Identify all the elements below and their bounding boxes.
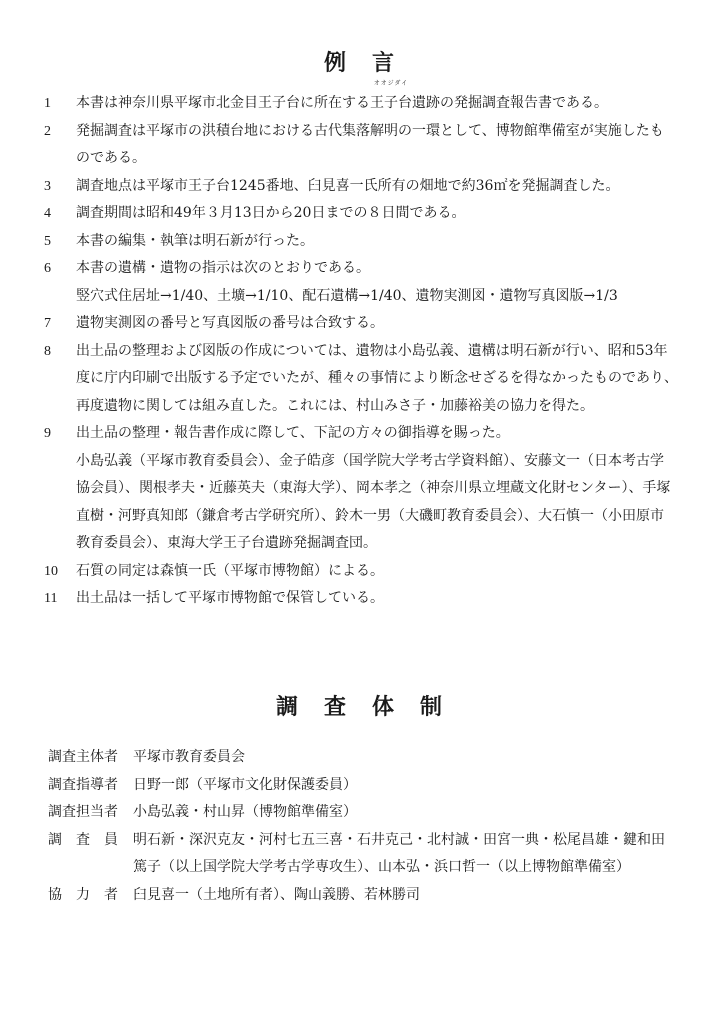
staff-members-line: 明石新・深沢克友・河村七五三喜・石井克己・北村誠・田宮一典・松尾昌雄・鍵和田 [133,831,665,848]
staff-members-line: 日野一郎（平塚市文化財保護委員） [133,776,357,793]
staff-row [0,744,720,772]
item-line: 出土品は一括して平塚市博物館で保管している。 [76,590,384,606]
staff-role-label: 調査担当者 [48,804,118,820]
staff-members [133,799,703,827]
item-line: 本書の遺構・遺物の指示は次のとおりである。 [76,260,370,276]
preface-title: 例 言 [323,51,396,76]
item-text-post: 遺跡の発掘調査報告書である。 [412,95,608,111]
preface-item-6 [0,255,720,310]
preface-item-7 [0,310,720,338]
item-line [76,80,696,118]
staff-members-line: 小島弘義・村山昇（博物館準備室） [133,804,357,820]
item-number: 4 [44,206,51,221]
item-text [76,255,696,310]
item-text [76,558,696,586]
preface-item-9 [0,420,720,558]
item-line: 遺物実測図の番号と写真図版の番号は合致する。 [76,315,384,331]
item-number: 1 [44,96,51,111]
ruby-reading: オオジダイ [373,80,409,87]
ruby-annotation [370,80,412,118]
ruby-base: 王子台 [370,95,412,111]
item-number: 8 [44,343,51,359]
organization-list [0,744,720,909]
item-text [76,228,696,256]
item-line: 出土品の整理・報告書作成に際して、下記の方々の御指導を賜った。 [76,425,510,441]
item-number: 3 [44,178,51,194]
item-line: のである。 [76,150,146,166]
staff-row [0,827,720,882]
item-text [76,585,696,613]
preface-item-11 [0,585,720,613]
organization-title: 調 査 体 制 [275,695,444,720]
preface-item-8 [0,338,720,421]
preface-item-2 [0,118,720,173]
staff-members [133,827,703,882]
item-line: 本書の編集・執筆は明石新が行った。 [76,232,314,249]
staff-members-line: 篤子（以上国学院大学考古学専攻生）、山本弘・浜口哲一（以上博物館準備室） [133,859,630,875]
item-number: 9 [44,426,51,441]
preface-item-5 [0,228,720,256]
item-line: 直樹・河野真知郎（鎌倉考古学研究所）、鈴木一男（大磯町教育委員会）、大石慎一（小田原市 [76,507,664,524]
item-text [76,118,696,173]
item-text [76,80,696,118]
item-number: 11 [44,591,58,606]
item-line: 石質の同定は森慎一氏（平塚市博物館）による。 [76,562,384,579]
preface-item-4 [0,200,720,228]
preface-item-1 [0,80,720,118]
staff-role-label: 調査主体者 [48,749,118,765]
staff-role-label: 協 力 者 [48,886,118,903]
item-text [76,338,696,421]
item-text [76,200,696,228]
item-line: 度に庁内印刷で出版する予定でいたが、種々の事情により断念せざるを得なかったものであり、 [76,370,678,386]
item-number: 2 [44,123,51,139]
item-number: 6 [44,261,51,276]
item-line: 再度遺物に関しては組み直した。これには、村山みさ子・加藤裕美の協力を得た。 [76,397,594,414]
preface-list [0,80,720,613]
item-line: 協会員）、関根孝夫・近藤英夫（東海大学）、岡本孝之（神奈川県立埋蔵文化財センター）、手塚 [76,480,671,496]
staff-row [0,799,720,827]
item-line: 調査期間は昭和49年３月13日から20日までの８日間である。 [76,205,466,221]
staff-members-line: 臼見喜一（土地所有者）、陶山義勝、若林勝司 [133,886,420,903]
item-line: 出土品の整理および図版の作成については、遺物は小島弘義、遺構は明石新が行い、昭和53年 [76,342,668,359]
staff-members [133,772,703,800]
preface-item-10 [0,558,720,586]
staff-members [133,744,703,772]
item-line: 発掘調査は平塚市の洪積台地における古代集落解明の一環として、博物館準備室が実施したも [76,122,664,139]
item-text [76,420,696,558]
item-text-pre: 本書は神奈川県平塚市北金目王子台に所在する [76,95,370,111]
item-text [76,173,696,201]
item-number: 5 [44,233,51,249]
staff-members-line: 平塚市教育委員会 [133,749,245,765]
item-number: 7 [44,316,51,331]
item-line: 小島弘義（平塚市教育委員会）、金子皓彦（国学院大学考古学資料館）、安藤文一（日本考古学 [76,452,664,469]
preface-item-3 [0,173,720,201]
item-line: 竪穴式住居址→1/40、土壙→1/10、配石遺構→1/40、遺物実測図・遺物写真図版→1/3 [76,287,618,304]
item-number: 10 [44,563,58,579]
staff-role-label: 調 査 員 [48,831,118,848]
item-text [76,310,696,338]
item-line: 教育委員会）、東海大学王子台遺跡発掘調査団。 [76,535,377,551]
staff-row [0,882,720,910]
item-line: 調査地点は平塚市王子台1245番地、臼見喜一氏所有の畑地で約36㎡を発掘調査した。 [76,177,620,194]
staff-members [133,882,703,910]
staff-row [0,772,720,800]
staff-role-label: 調査指導者 [48,776,118,793]
